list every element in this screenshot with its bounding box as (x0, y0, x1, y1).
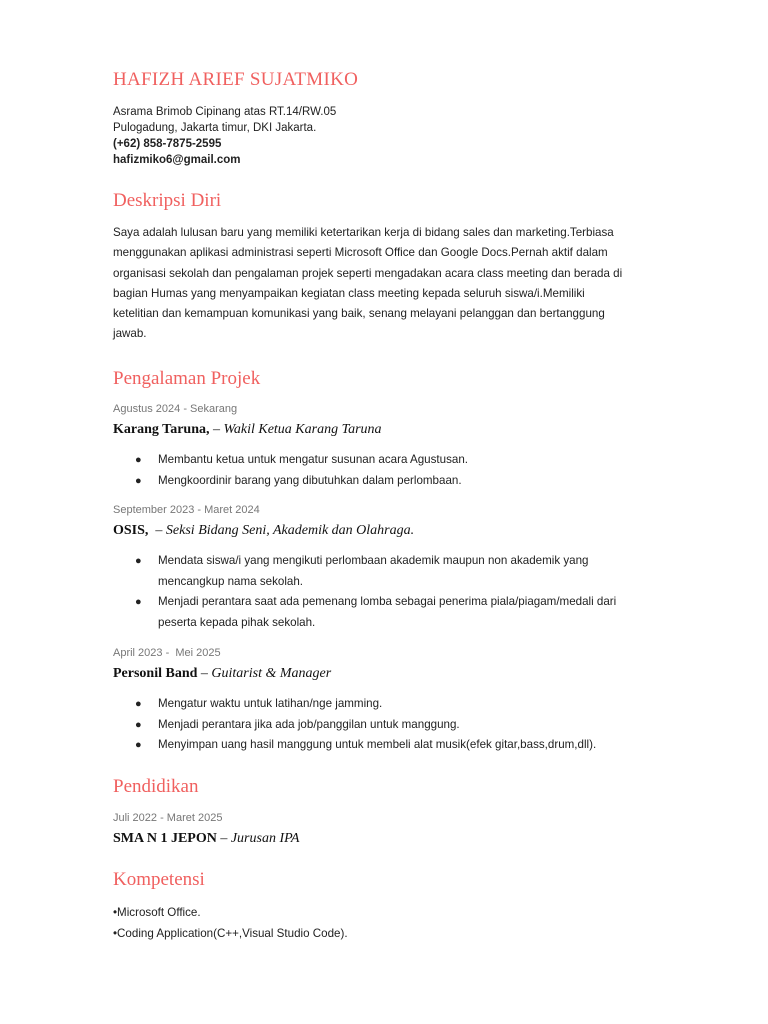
experience-bullets (135, 551, 655, 633)
experience-bullets (135, 450, 655, 491)
experience-org: Personil Band (113, 666, 198, 681)
experience-title: Guitarist & Manager (211, 666, 332, 681)
deskripsi-paragraph (113, 223, 648, 345)
bullet-icon: ● (135, 454, 142, 466)
experience-date: September 2023 - Maret 2024 (113, 504, 260, 516)
education-entry (113, 831, 299, 847)
experience-role (113, 422, 382, 438)
bullet-text: Mengkoordinir barang yang dibutuhkan dalam perlombaan. (158, 473, 462, 487)
bullet-text: Mendata siswa/i yang mengikuti perlombaan akademik maupun non akademik yang mencangkup nama sekolah. (158, 554, 589, 588)
section-heading-pengalaman: Pengalaman Projek (113, 368, 261, 389)
separator: – (197, 666, 212, 681)
bullet-text: Membantu ketua untuk mengatur susunan acara Agustusan. (158, 453, 469, 466)
bullet-icon: ● (135, 718, 142, 731)
section-heading-pendidikan: Pendidikan (113, 776, 199, 797)
email-address: hafizmiko6@gmail.com (113, 154, 241, 166)
bullet-icon: ● (135, 474, 142, 487)
deskripsi-line: ketelitian dan kemampuan komunikasi yang baik, senang melayani pelanggan dan bertanggung (113, 307, 605, 321)
deskripsi-line: Saya adalah lulusan baru yang memiliki ketertarikan kerja di bidang sales dan marketing.Terbiasa (113, 226, 614, 239)
experience-org: OSIS, (113, 523, 149, 538)
skills-list (113, 903, 348, 944)
bullet-text: Menyimpan uang hasil manggung untuk membeli alat musik(efek gitar,bass,drum,dll). (158, 738, 597, 751)
experience-title: Wakil Ketua Karang Taruna (223, 422, 382, 437)
experience-org: Karang Taruna, (113, 422, 210, 437)
list-item (135, 715, 655, 736)
bullet-icon: ● (135, 698, 142, 710)
list-item (135, 450, 655, 471)
address-line-1: Asrama Brimob Cipinang atas RT.14/RW.05 (113, 106, 337, 118)
skill-item: •Microsoft Office. (113, 906, 201, 919)
list-item (135, 735, 655, 756)
education-school: SMA N 1 JEPON (113, 831, 217, 846)
list-item (135, 592, 655, 633)
bullet-icon: ● (135, 555, 142, 567)
address-line-2: Pulogadung, Jakarta timur, DKI Jakarta. (113, 122, 317, 134)
education-date: Juli 2022 - Maret 2025 (113, 812, 223, 824)
education-major: Jurusan IPA (230, 831, 300, 846)
bullet-icon: ● (135, 596, 142, 608)
experience-bullets (135, 694, 655, 756)
bullet-text: Menjadi perantara jika ada job/panggilan untuk manggung. (158, 717, 460, 731)
list-item (135, 471, 655, 492)
deskripsi-line: bagian Humas yang menyampaikan kegiatan class meeting kepada seluruh siswa/i.Memiliki (113, 286, 585, 300)
experience-date: April 2023 - Mei 2025 (113, 647, 221, 659)
phone-number: (+62) 858-7875-2595 (113, 138, 222, 150)
bullet-icon: ● (135, 739, 142, 751)
bullet-text: Mengatur waktu untuk latihan/nge jamming. (158, 697, 383, 710)
list-item (135, 551, 655, 592)
experience-title: Seksi Bidang Seni, Akademik dan Olahraga. (165, 523, 415, 538)
separator: – (216, 831, 231, 846)
experience-role (113, 523, 414, 539)
experience-date: Agustus 2024 - Sekarang (113, 403, 238, 415)
skill-item: •Coding Application(C++,Visual Studio Code). (113, 926, 348, 940)
contact-block (113, 104, 336, 168)
separator: – (209, 422, 224, 437)
bullet-text: Menjadi perantara saat ada pemenang lomba sebagai penerima piala/piagam/medali dari peserta kepada pihak sekolah. (158, 595, 617, 629)
experience-role (113, 666, 331, 682)
deskripsi-line: organisasi sekolah dan pengalaman projek seperti mengadakan acara class meeting dan berada di (113, 266, 623, 280)
section-heading-deskripsi: Deskripsi Diri (113, 190, 222, 211)
list-item (135, 694, 655, 715)
section-heading-kompetensi: Kompetensi (113, 869, 205, 890)
deskripsi-line: jawab. (113, 327, 147, 341)
candidate-name: HAFIZH ARIEF SUJATMIKO (113, 69, 359, 90)
deskripsi-line: menggunakan aplikasi administrasi seperti Microsoft Office dan Google Docs.Pernah aktif dalam (113, 246, 608, 260)
separator: – (148, 523, 166, 538)
